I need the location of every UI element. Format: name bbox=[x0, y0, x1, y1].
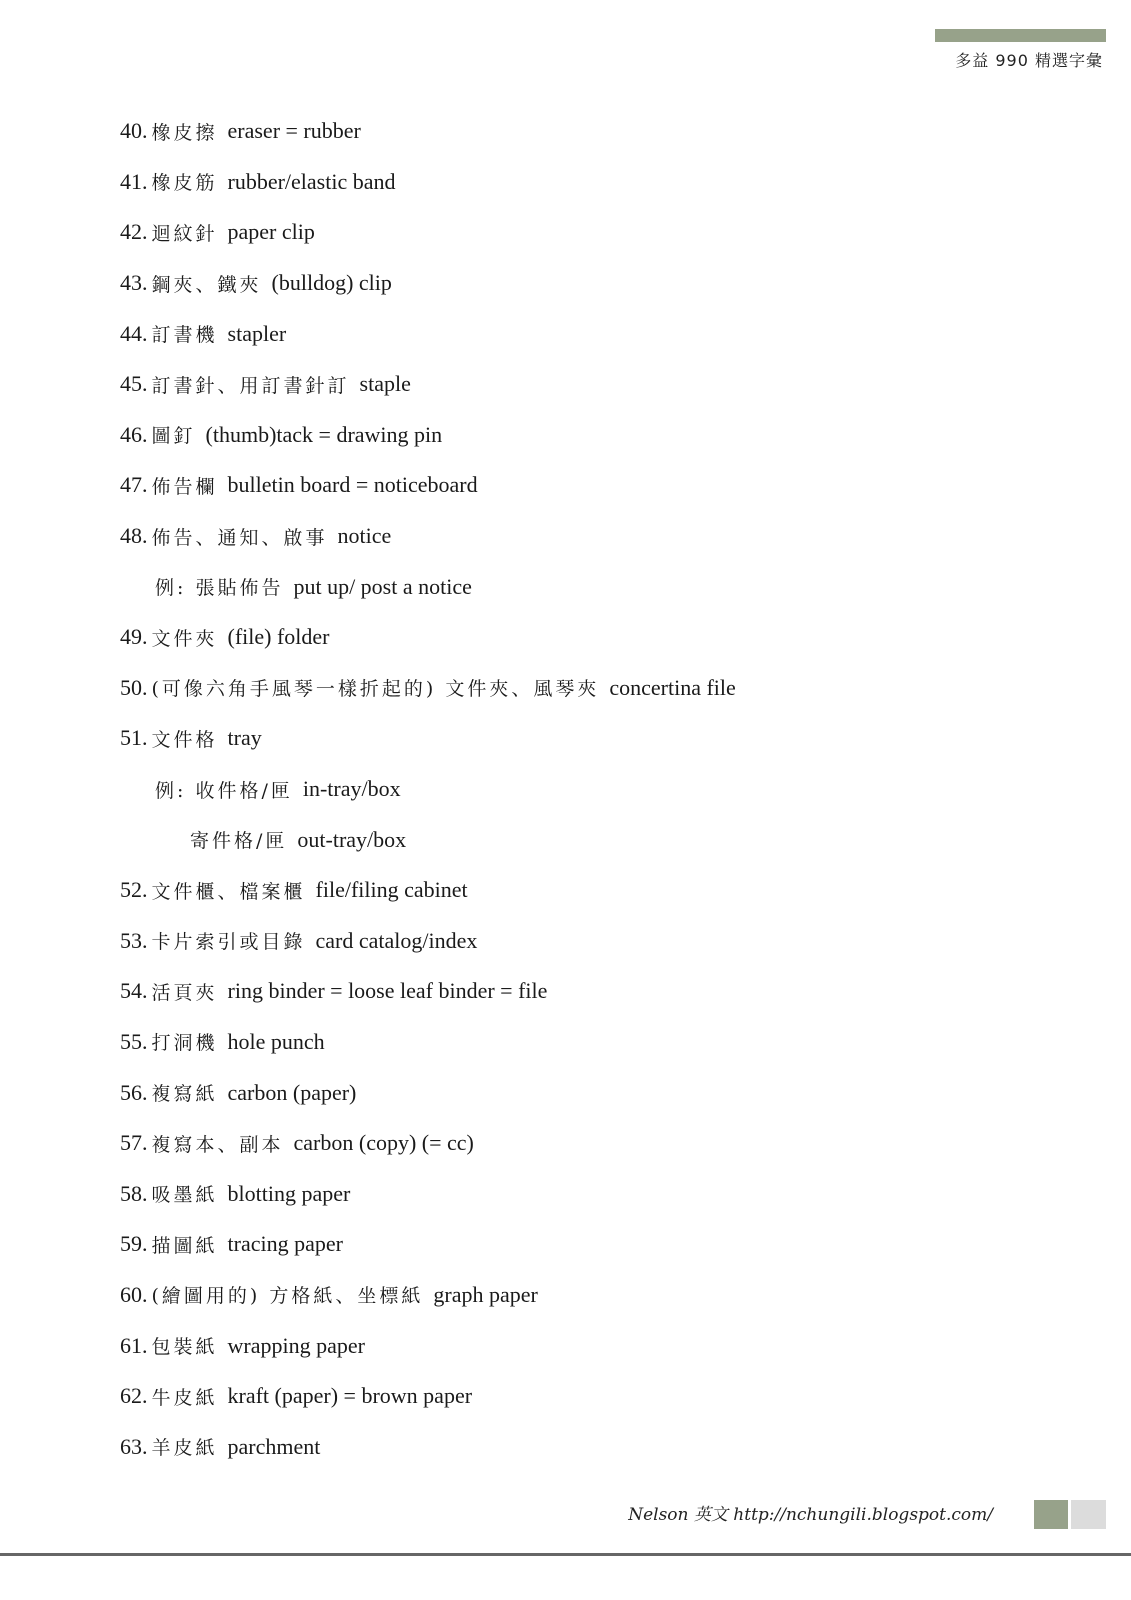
vocab-entry bbox=[120, 460, 1080, 511]
entry-chinese-term: 訂書機 bbox=[151, 324, 218, 347]
entry-number: 60. bbox=[120, 1281, 148, 1307]
entry-english-term: ring binder = loose leaf binder = file bbox=[227, 978, 548, 1004]
vocabulary-list bbox=[120, 106, 1080, 1472]
entry-number: 56. bbox=[120, 1079, 148, 1105]
vocab-entry bbox=[120, 865, 1080, 916]
entry-english-term: out-tray/box bbox=[297, 826, 407, 852]
entry-english-term: notice bbox=[337, 523, 392, 549]
vocab-entry bbox=[120, 966, 1080, 1017]
entry-chinese-term: (可像六角手風琴一樣折起的) 文件夾、風琴夾 bbox=[151, 678, 600, 701]
entry-number: 58. bbox=[120, 1180, 148, 1206]
entry-chinese-term: 複寫本、副本 bbox=[151, 1133, 284, 1156]
entry-chinese-term: 吸墨紙 bbox=[151, 1184, 218, 1207]
vocab-entry bbox=[120, 1067, 1080, 1118]
entry-english-term: stapler bbox=[227, 320, 287, 346]
vocab-entry bbox=[120, 258, 1080, 309]
entry-chinese-term: 橡皮擦 bbox=[151, 121, 218, 144]
vocab-entry bbox=[120, 410, 1080, 461]
vocab-entry bbox=[120, 157, 1080, 208]
entry-number: 47. bbox=[120, 472, 148, 498]
entry-number: 51. bbox=[120, 725, 148, 751]
entry-number: 59. bbox=[120, 1231, 148, 1257]
vocab-entry bbox=[120, 1421, 1080, 1472]
entry-english-term: paper clip bbox=[227, 219, 315, 245]
entry-number: 40. bbox=[120, 118, 148, 144]
entry-english-term: file/filing cabinet bbox=[315, 877, 468, 903]
entry-english-term: graph paper bbox=[433, 1281, 538, 1307]
entry-number: 41. bbox=[120, 168, 148, 194]
entry-chinese-term: 佈告、通知、啟事 bbox=[151, 526, 328, 549]
vocab-entry bbox=[120, 1320, 1080, 1371]
vocab-entry bbox=[120, 207, 1080, 258]
vocab-example bbox=[120, 814, 1080, 865]
entry-chinese-term: 迴紋針 bbox=[151, 222, 218, 245]
entry-english-term: concertina file bbox=[609, 674, 736, 700]
vocab-entry bbox=[120, 308, 1080, 359]
entry-english-term: rubber/elastic band bbox=[227, 168, 396, 194]
entry-english-term: (file) folder bbox=[227, 624, 330, 650]
entry-number: 43. bbox=[120, 270, 148, 296]
entry-chinese-term: 羊皮紙 bbox=[151, 1437, 218, 1460]
entry-english-term: tray bbox=[227, 725, 262, 751]
vocab-entry bbox=[120, 1270, 1080, 1321]
vocab-entry bbox=[120, 612, 1080, 663]
vocab-entry bbox=[120, 511, 1080, 562]
entry-number: 45. bbox=[120, 371, 148, 397]
page-header-title: 多益 990 精選字彙 bbox=[955, 51, 1103, 70]
entry-number: 55. bbox=[120, 1028, 148, 1054]
entry-number: 42. bbox=[120, 219, 148, 245]
vocab-example bbox=[120, 561, 1080, 612]
vocab-entry bbox=[120, 1371, 1080, 1422]
header-accent-bar bbox=[935, 29, 1106, 42]
entry-english-term: card catalog/index bbox=[315, 927, 478, 953]
entry-number: 53. bbox=[120, 927, 148, 953]
entry-number: 44. bbox=[120, 320, 148, 346]
entry-english-term: (thumb)tack = drawing pin bbox=[205, 421, 443, 447]
entry-number: 49. bbox=[120, 624, 148, 650]
vocab-entry bbox=[120, 663, 1080, 714]
entry-chinese-term: 描圖紙 bbox=[151, 1234, 218, 1257]
entry-chinese-term: 鋼夾、鐵夾 bbox=[151, 273, 262, 296]
entry-english-term: kraft (paper) = brown paper bbox=[227, 1383, 473, 1409]
entry-english-term: eraser = rubber bbox=[227, 118, 361, 144]
entry-english-term: staple bbox=[359, 371, 411, 397]
entry-chinese-term: 包裝紙 bbox=[151, 1336, 218, 1359]
footer-blog-credit: Nelson 英文 http://nchungili.blogspot.com/ bbox=[628, 1505, 993, 1525]
vocab-entry bbox=[120, 1219, 1080, 1270]
vocab-entry bbox=[120, 359, 1080, 410]
footer-divider bbox=[0, 1553, 1131, 1556]
entry-chinese-term: 文件夾 bbox=[151, 627, 218, 650]
entry-chinese-term: 牛皮紙 bbox=[151, 1386, 218, 1409]
entry-number: 50. bbox=[120, 674, 148, 700]
entry-chinese-term: 例: 張貼佈告 bbox=[155, 577, 284, 600]
vocab-entry bbox=[120, 916, 1080, 967]
entry-english-term: hole punch bbox=[227, 1028, 325, 1054]
entry-chinese-term: 文件格 bbox=[151, 728, 218, 751]
entry-chinese-term: 橡皮筋 bbox=[151, 172, 218, 195]
entry-number: 46. bbox=[120, 421, 148, 447]
entry-english-term: blotting paper bbox=[227, 1180, 351, 1206]
entry-number: 48. bbox=[120, 523, 148, 549]
vocab-entry bbox=[120, 1168, 1080, 1219]
entry-chinese-term: 打洞機 bbox=[151, 1032, 218, 1055]
entry-english-term: (bulldog) clip bbox=[271, 270, 392, 296]
entry-number: 52. bbox=[120, 877, 148, 903]
vocab-entry bbox=[120, 1118, 1080, 1169]
entry-chinese-term: 複寫紙 bbox=[151, 1083, 218, 1106]
footer-accent-square bbox=[1034, 1500, 1068, 1529]
entry-chinese-term: 例: 收件格/匣 bbox=[155, 779, 293, 802]
vocab-entry bbox=[120, 1017, 1080, 1068]
entry-number: 61. bbox=[120, 1332, 148, 1358]
entry-chinese-term: 圖釘 bbox=[151, 425, 196, 448]
entry-english-term: bulletin board = noticeboard bbox=[227, 472, 478, 498]
entry-chinese-term: 寄件格/匣 bbox=[190, 830, 288, 853]
vocab-entry bbox=[120, 713, 1080, 764]
entry-chinese-term: 訂書針、用訂書針訂 bbox=[151, 374, 350, 397]
entry-number: 63. bbox=[120, 1433, 148, 1459]
entry-number: 62. bbox=[120, 1383, 148, 1409]
entry-english-term: carbon (copy) (= cc) bbox=[293, 1130, 474, 1156]
entry-english-term: wrapping paper bbox=[227, 1332, 365, 1358]
vocab-entry bbox=[120, 106, 1080, 157]
entry-english-term: parchment bbox=[227, 1433, 321, 1459]
entry-chinese-term: 卡片索引或目錄 bbox=[151, 931, 306, 954]
vocab-example bbox=[120, 764, 1080, 815]
entry-english-term: in-tray/box bbox=[302, 776, 401, 802]
entry-english-term: tracing paper bbox=[227, 1231, 343, 1257]
entry-english-term: put up/ post a notice bbox=[293, 573, 472, 599]
entry-number: 57. bbox=[120, 1130, 148, 1156]
entry-chinese-term: 佈告欄 bbox=[151, 475, 218, 498]
entry-english-term: carbon (paper) bbox=[227, 1079, 357, 1105]
entry-chinese-term: (繪圖用的) 方格紙、坐標紙 bbox=[151, 1285, 424, 1308]
entry-number: 54. bbox=[120, 978, 148, 1004]
footer-gray-square bbox=[1071, 1500, 1106, 1529]
entry-chinese-term: 活頁夾 bbox=[151, 981, 218, 1004]
entry-chinese-term: 文件櫃、檔案櫃 bbox=[151, 880, 306, 903]
